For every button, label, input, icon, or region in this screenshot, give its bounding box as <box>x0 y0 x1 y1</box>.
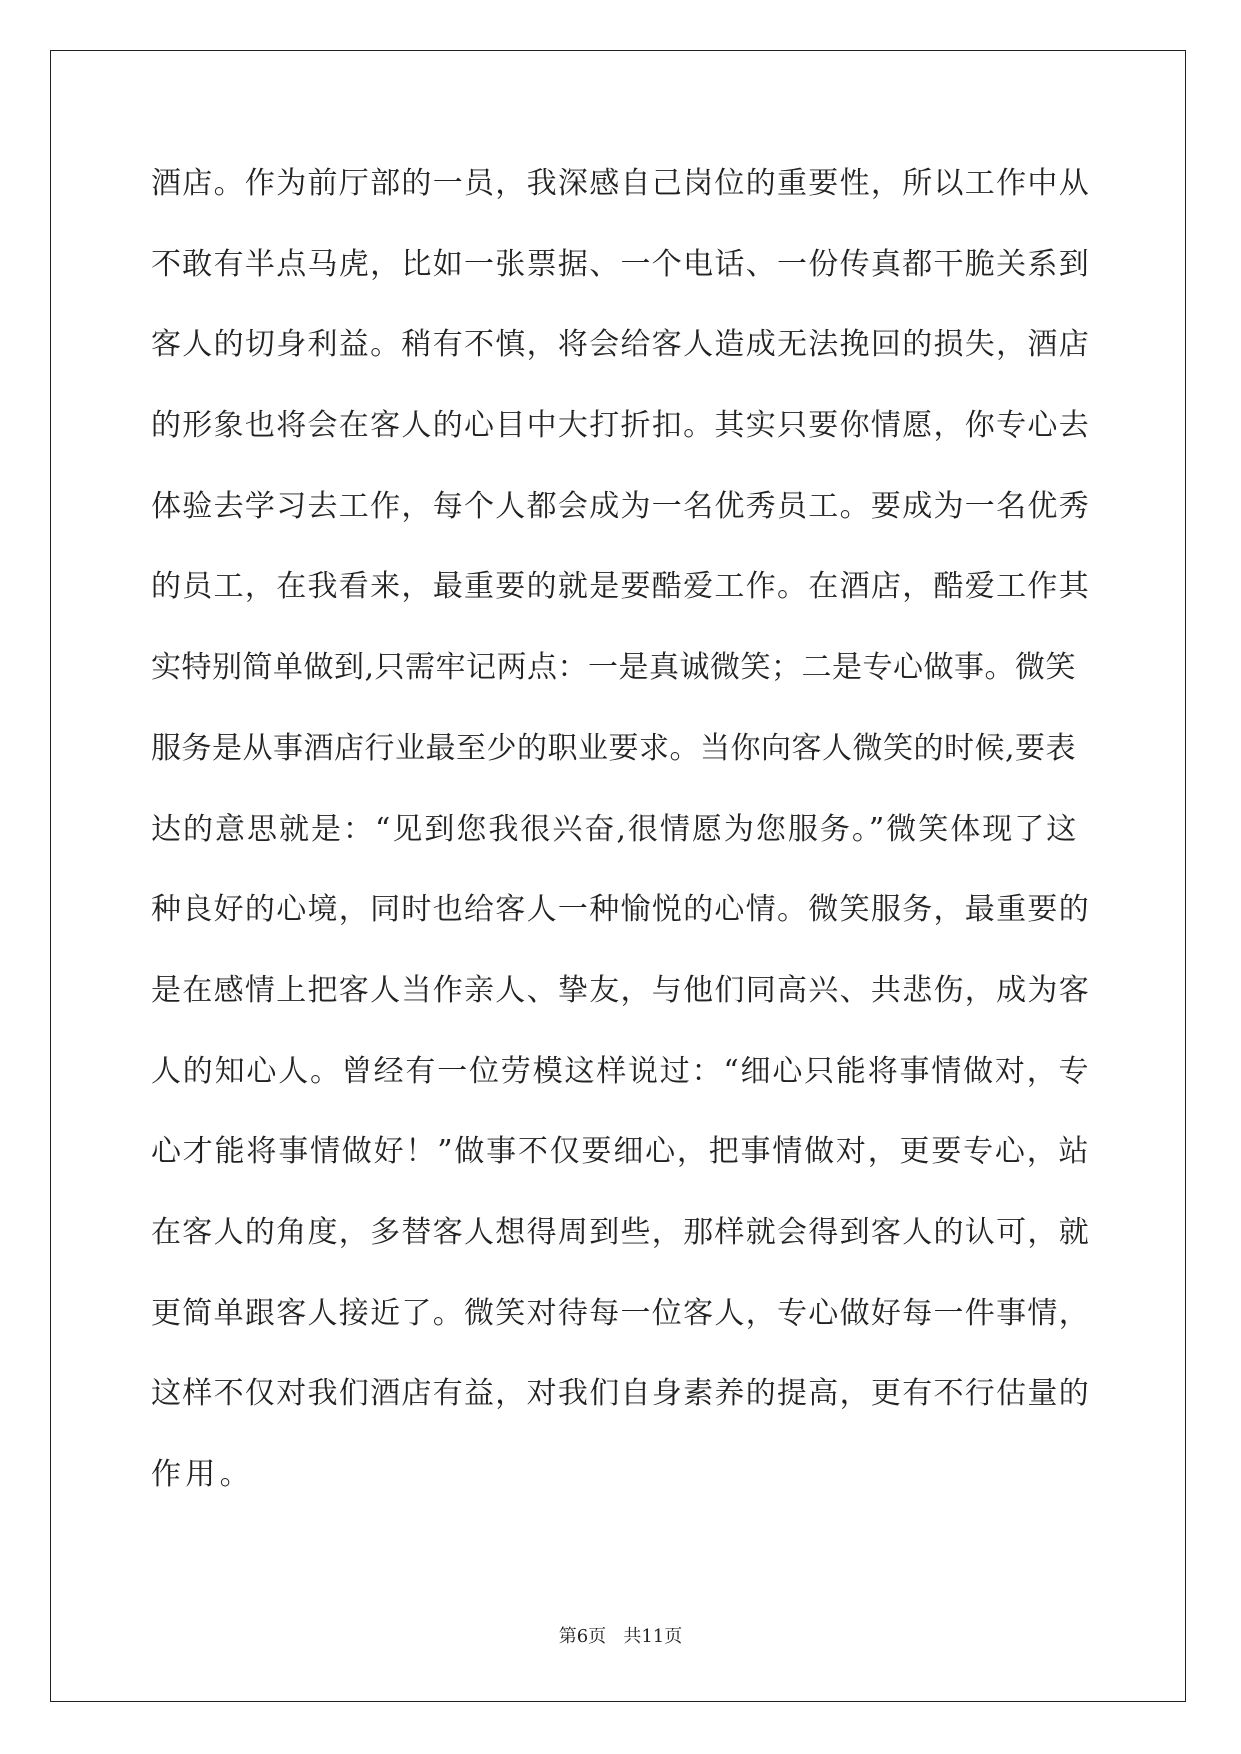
page-number: 第6页 <box>558 1626 607 1647</box>
text-line: 在客人的角度，多替客人想得周到些，那样就会得到客人的认可，就 <box>151 1214 1090 1250</box>
document-body <box>151 160 1091 1532</box>
page-total: 共11页 <box>623 1626 683 1647</box>
text-line: 更简单跟客人接近了。微笑对待每一位客人，专心做好每一件事情， <box>151 1295 1090 1331</box>
text-line: 体验去学习去工作，每个人都会成为一名优秀员工。要成为一名优秀 <box>151 488 1090 524</box>
text-line: 达的意思就是：“见到您我很兴奋,很情愿为您服务。”微笑体现了这 <box>151 811 1079 847</box>
text-line: 酒店。作为前厅部的一员，我深感自己岗位的重要性，所以工作中从 <box>151 166 1090 201</box>
text-line: 服务是从事酒店行业最至少的职业要求。当你向客人微笑的时候,要表 <box>151 730 1077 766</box>
page-footer <box>0 1622 1241 1648</box>
text-line: 不敢有半点马虎，比如一张票据、一个电话、一份传真都干脆关系到 <box>151 246 1090 282</box>
text-line: 客人的切身利益。稍有不慎，将会给客人造成无法挽回的损失，酒店 <box>151 327 1090 363</box>
text-line: 是在感情上把客人当作亲人、挚友，与他们同高兴、共悲伤，成为客 <box>151 972 1090 1008</box>
text-line: 这样不仅对我们酒店有益，对我们自身素养的提高，更有不行估量的 <box>151 1376 1090 1412</box>
text-line: 的形象也将会在客人的心目中大打折扣。其实只要你情愿，你专心去 <box>151 408 1090 444</box>
text-line: 实特别简单做到,只需牢记两点：一是真诚微笑；二是专心做事。微笑 <box>151 650 1077 686</box>
text-line: 作用。 <box>151 1457 254 1492</box>
text-line: 的员工，在我看来，最重要的就是要酷爱工作。在酒店，酷爱工作其 <box>151 569 1090 605</box>
text-line: 心才能将事情做好！”做事不仅要细心，把事情做对，更要专心，站 <box>151 1134 1091 1170</box>
text-line: 人的知心人。曾经有一位劳模这样说过：“细心只能将事情做对，专 <box>151 1053 1091 1089</box>
text-line: 种良好的心境，同时也给客人一种愉悦的心情。微笑服务，最重要的 <box>151 892 1090 928</box>
